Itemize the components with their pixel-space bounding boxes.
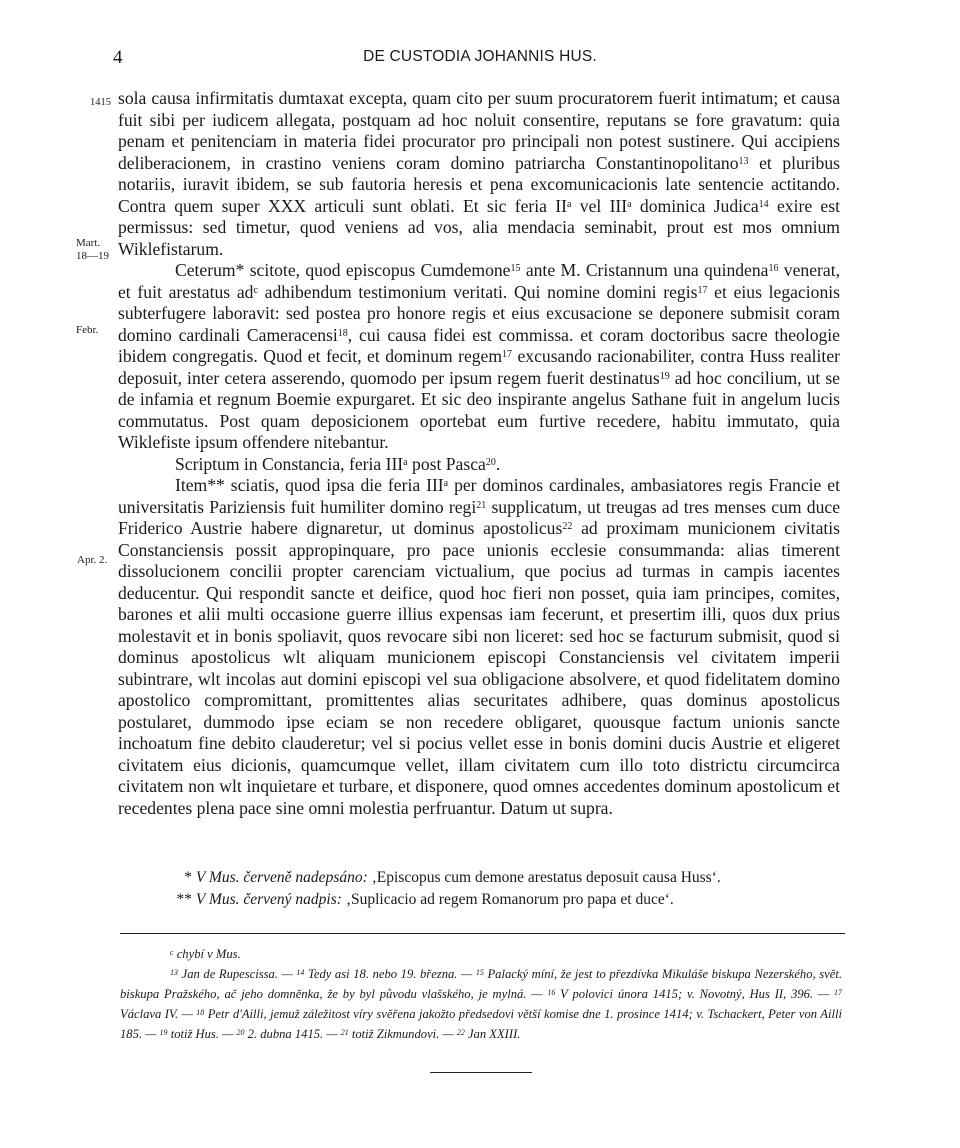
margin-date-mart-days: 18—19 [76,250,109,262]
margin-date-mart: Mart. [76,237,101,249]
rubric-notes [170,867,850,911]
paragraph-3-dateline: Scriptum in Constancia, feria III$^a$ post Pasca$^{20}$. [175,453,501,474]
paragraph-4: Item** sciatis, quod ipsa die feria III$^a$ per dominos cardinales, ambasiatores regis Francie et universitatis Pariziensis fuit humiliter domino regi$^{21}$ supplicatum, ut treugas ad tres menses cum duce Friderico Austrie habere dignaretur, ut dominus apostolicus$^{22}$ ad proximam municionem civitatis Constanciensis possit appropinquare, pro pace unionis ecclesie consummanda: alias timerent dissolucionem concilii propter carenciam victualium, que pocius ad turmas in campis iacentes deducentur. Qui respondit sancte et deifice, quod hoc fieri non posset, quia iam principes, comites, barones et alii multi occasione guerre illius expensas iam fecerunt, et presertim illi, quos dux prius molestavit et in bonis spoliavit, quos revocare sibi non liceret: sed hoc se facturum submisit, quod si dominus apostolicus wlt aliquam municionem episcopi Constanciensis vel civitatem imperii subintrare, wlt incolas aut domini episcopi vel sua obligacione absolvere, et quod fidelitatem domino apostolico compromittant, promittentes alias securitates adhibere, quas dominus apostolicus postularet, dummodo ipse eciam se non recedere obligaret, quousque factum unionis sancte inchoatum fine debito clauderetur; vel si pocius vellet esse in bonis domini ducis Austrie et eligeret civitatem eius dicionis, quamcumque vellet, illam civitatem cum illo toto districtu circumcirca civitatem non wlt inquietare et turbare, et disponere, quod omnes accedentes dominum apostolicum et recedentes plena pace sine omni molestia perfruantur. Datum ut supra. [118,475,840,818]
page-number: 4 [113,47,123,68]
margin-date-apr: Apr. 2. [77,554,108,566]
rubric-note-2: ** V Mus. červený nadpis: ‚Suplicacio ad regem Romanorum pro papa et duce‘. [176,891,674,908]
rubric-note-1: * V Mus. červeně nadepsáno: ‚Episcopus cum demone arestatus deposuit causa Huss‘. [184,869,721,886]
footnotes-numbered: $^{13}$ Jan de Rupescissa. — $^{14}$ Tedy asi 18. nebo 19. března. — $^{15}$ Palacký míní, že jest to přezdívka Mikuláše biskupa Nezerského, svět. biskupa Pražského, ač jeho domněnka, že by byl původu vlašského, je mylná. — $^{16}$ V polovici února 1415; v. Novotný, Hus II, 396. — $^{17}$ Václava IV. — $^{18}$ Petr d'Ailli, jemuž záležitost víry svěřena jakožto předsedovi větší komise dne 1. prosince 1414; v. Tschackert, Peter von Ailli 185. — $^{19}$ totiž Hus. — $^{20}$ 2. dubna 1415. — $^{21}$ totiž Zikmundovi. — $^{22}$ Jan XXIII. [120,967,843,1041]
paragraph-1: sola causa infirmitatis dumtaxat excepta, quam cito per suum procuratorem fuerit intimatum; et causa fuit sibi per iudicem allegata, postquam ad hoc noluit consentire, reputans se fore gravatum: quia penam et penitenciam in materia fidei procurator pro principali non potest sustinere. Qui accipiens deliberacionem, in crastino veniens coram domino patriarcha Constantinopolitano$^{13}$ et pluribus notariis, iuravit ibidem, se sub fautoria heresis et pena excomunicacionis late sentencie actitando. Contra quem super XXX articuli sunt oblati. Et sic feria $II^a$ vel III$^a$ dominica Judica$^{14}$ exire est permissus: sed timetur, quod veniens ad vos, alia mendacia seminabit, prout est mos omnium Wiklefistarum. [118,88,840,259]
end-divider [430,1072,532,1073]
running-title: DE CUSTODIA JOHANNIS HUS. [363,48,597,65]
margin-year: 1415 [90,97,111,108]
margin-date-febr: Febr. [76,324,99,336]
main-text [118,88,840,819]
paragraph-2: Ceterum* scitote, quod episcopus Cumdemone$^{15}$ ante M. Cristannum una quindena$^{16}$ venerat, et fuit arestatus $ad^c$ adhibendum testimonium veritati. Qui nomine domini regis$^{17}$ et eius legacionis subterfugere laboravit: sed postea pro honore regis et eius excusacione se deponere submisit coram domino cardinali Cameracensi$^{18}$, cui causa fidei est commissa. et coram doctoribus sacre theologie ibidem congregatis. Quod et fecit, et dominum regem$^{17}$ excusando racionabiliter, contra Huss realiter deposuit, inter cetera asserendo, quomodo per ipsum regem fuerit destinatus$^{19}$ ad hoc concilium, ut se de infamia et regnum Boemie expurgaret. Et sic deo inspirante angelus Sathane fuit in angelum lucis commutatus. Post quam deposicionem oportebat eum furtive recedere, habitu immutato, quia Wiklefiste ipsum offendere nitebantur. [118,260,840,452]
footnote-divider [120,933,845,934]
footnotes [120,944,842,1044]
footnote-c: $^c$ chybí v Mus. [170,947,241,961]
